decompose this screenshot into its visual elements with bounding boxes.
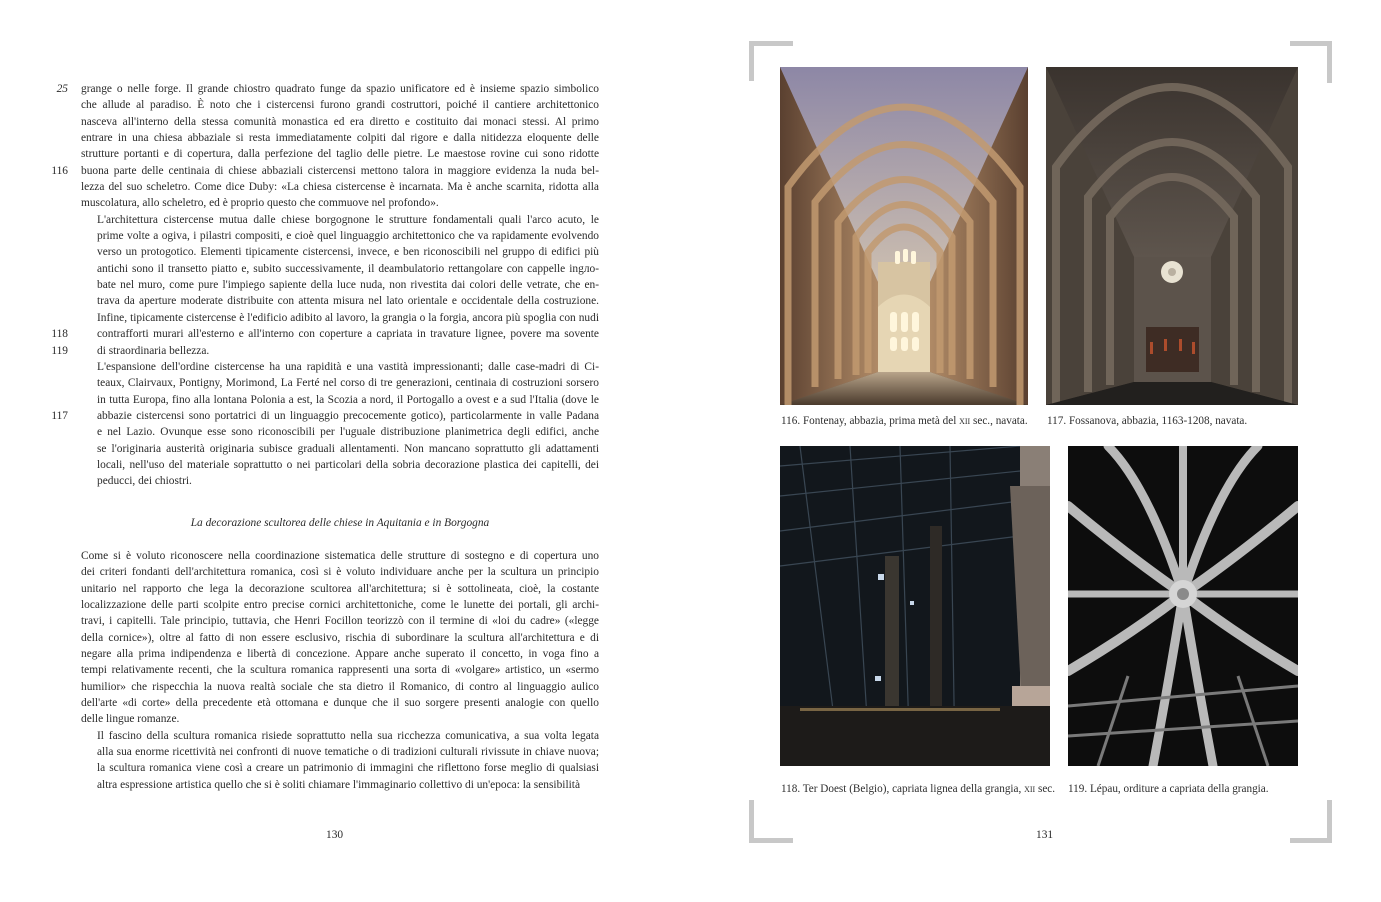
text-line: la scultura romanica viene così a creare un patrimonio di immagini che riflettono forse meglio di qualsiasi xyxy=(97,762,599,775)
photo-ter-doest-grange xyxy=(780,446,1050,766)
text-line: teaux, Clairvaux, Pontigny, Morimond, La Ferté nel corso di tre generazioni, centinaia di costruzioni sorsero xyxy=(97,377,599,390)
photo-fontenay-nave xyxy=(780,67,1028,405)
text-line: unitario nel rapporto che lega la decorazione scultorea all'architettura; si è sottolineata, cioè, la costante xyxy=(81,582,599,595)
text-line: L'architettura cistercense mutua dalle chiese borgognone le strutture fondamentali quali l'arco acuto, le xyxy=(97,213,599,226)
page-number-left: 130 xyxy=(326,829,344,841)
caption-117: 117. Fossanova, abbazia, 1163-1208, navata. xyxy=(1047,415,1248,427)
paragraph-1 xyxy=(81,81,599,212)
text-line: se l'originaria austerità originaria subisce graduali allentamenti. Non mancano soprattutto gli adattamenti xyxy=(97,442,599,455)
text-line: humilior» che rispecchia la nuova realtà sociale che sta dietro il Romanico, di contro al linguaggio aulico xyxy=(81,680,599,693)
paragraph-5 xyxy=(81,728,599,793)
text-line: muscolatura, allo scheletro, ed è proprio questo che commuove nel profondo». xyxy=(81,197,439,210)
text-line: travi, i capitelli. Tale principio, tuttavia, che Henri Focillon teorizzò con il termine di «loi du cadre» («legge xyxy=(81,615,599,628)
text-line: locali, nell'uso del materiale soprattutto o nei particolari della sobria decorazione plastica dei capitelli, dei xyxy=(97,458,599,471)
text-line: di straordinaria bellezza. xyxy=(97,344,210,357)
text-line: delle lingue romanze. xyxy=(81,713,180,726)
left-page xyxy=(0,0,690,902)
page-number-right: 131 xyxy=(1036,829,1054,841)
text-line: strutture portanti e di copertura, dalla perfezione del taglio delle pietre. Le maestose rovine cui sono ridotte xyxy=(81,148,599,161)
body-text-upper xyxy=(81,81,599,490)
text-line: verso un protogotico. Elementi tipicamente cistercensi, invece, e ben riconoscibili nel gruppo di edifici più xyxy=(97,246,599,259)
text-line: trava da aperture moderate distribuite con attenta misura nel lato orientale e occidentale della costruzione. xyxy=(97,295,599,308)
right-page xyxy=(690,0,1381,902)
text-line: bate nel muro, come pure l'impiego sapiente della luce nuda, non rivestita dai colori delle vetrate, che en- xyxy=(97,279,599,292)
text-line: Come si è voluto riconoscere nella coordinazione sistematica delle strutture di sostegno e di copertura uno xyxy=(81,550,599,562)
text-line: dei criteri fondanti dell'architettura romanica, così si è voluto individuare anche per la scultura un principio xyxy=(81,566,599,579)
margin-figure-ref: 117 xyxy=(51,410,68,422)
paragraph-4 xyxy=(81,548,599,728)
text-line: della cornice»), oltre al fatto di non essere esclusivo, rischia di subordinare la scultura all'architettura e di xyxy=(81,631,599,644)
text-line: localizzazione delle parti scolpite entro precise cornici architettoniche, come le lunette dei portali, gli archi- xyxy=(81,599,599,612)
caption-118: 118. Ter Doest (Belgio), capriata lignea della grangia, xii sec. xyxy=(781,783,1056,795)
text-line: abbazie cistercensi sono portatrici di un linguaggio precocemente gotico), particolarmente in valle Padana xyxy=(97,409,599,422)
paragraph-3 xyxy=(81,359,599,490)
text-line: e nel Lazio. Ovunque esse sono riconoscibili per l'uguale distribuzione planimetrica degli edifici, anche xyxy=(97,426,599,439)
text-line: dell'arte «di corte» della precedente età ottomana e dunque che il suo sorgere presenti analogie con quello xyxy=(81,697,599,710)
paragraph-2 xyxy=(81,212,599,359)
section-title: La decorazione scultorea delle chiese in Aquitania e in Borgogna xyxy=(190,517,490,529)
text-line: prime volte a ogiva, i pilastri compositi, e cioè quel linguaggio architettonico che va rapidamente evolvendo xyxy=(97,230,599,243)
text-line: nasceva all'interno della stessa comunità monastica ed era diretto e costituito dai monaci stessi. Al primo xyxy=(81,115,599,128)
caption-119: 119. Lépau, orditure a capriata della grangia. xyxy=(1068,783,1269,795)
margin-figure-ref: 25 xyxy=(56,83,68,95)
margin-figure-ref: 116 xyxy=(51,164,68,177)
photo-fossanova-nave xyxy=(1046,67,1298,405)
text-line: tempi relativamente recenti, che la scultura romanica rappresenti una sorta di «volgare» artistico, un «sermo xyxy=(81,664,599,677)
text-line: antichi sono il transetto piatto e, subito successivamente, il deambulatorio rettangolare con cappelle ingло- xyxy=(97,262,599,275)
text-line: altra espressione artistica quello che si è soliti chiamare l'immaginario collettivo di un'epoca: la sensibilità xyxy=(97,778,580,791)
text-line: alla sua enorme ricettività nei confronti di nuove tematiche o di tradizioni culturali rivissute in chiave nuova; xyxy=(97,746,599,759)
text-line: buona parte delle centinaia di chiese abbaziali cistercensi mettono talora in maggiore evidenza la nuda bel- xyxy=(81,164,599,177)
text-line: L'espansione dell'ordine cistercense ha una rapidità e una vastità impressionanti; dalle case-madri di Ci- xyxy=(97,360,599,373)
text-line: entrare in una chiesa abbaziale si resta immediatamente colpiti dal rigore e dalla nitidezza eloquente delle xyxy=(81,132,599,145)
body-text-lower xyxy=(81,548,599,793)
text-line: Infine, tipicamente cistercense è l'edificio adibito al lavoro, la grangia o la forgia, ancora più spoglia con nudi xyxy=(97,311,599,324)
photo-lepau-grange xyxy=(1068,446,1298,766)
text-line: contrafforti murari all'esterno e all'interno con coperture a capriata in travature lignee, povere ma sovente xyxy=(97,328,599,341)
text-line: peducci, dei chiostri. xyxy=(97,475,192,488)
caption-116: 116. Fontenay, abbazia, prima metà del xii sec., navata. xyxy=(781,415,1028,427)
margin-figure-ref: 119 xyxy=(51,344,68,357)
text-line: lezza del suo scheletro. Come dice Duby: «La chiesa cistercense è incarnata. Ma è anche scarnita, ridotta alla xyxy=(81,181,599,194)
text-line: in tutta Europa, fino alla lontana Polonia a est, la Scozia a nord, il Portogallo a ovest e a sud l'Italia (dove le xyxy=(97,393,599,406)
text-line: Il fascino della scultura romanica risiede soprattutto nella sua ricchezza comunicativa, a sua volta legata xyxy=(97,729,599,742)
margin-figure-ref: 118 xyxy=(51,328,68,341)
text-line: che allude al paradiso. È noto che i cistercensi furono grandi costruttori, poiché il cantiere architettonico xyxy=(81,99,599,112)
text-line: negare alla prima indipendenza e libertà di concezione. Appare anche superato il concetto, in voga fino a xyxy=(81,648,599,661)
text-line: grange o nelle forge. Il grande chiostro quadrato funge da spazio unificatore ed è insieme spazio simbolico xyxy=(81,83,599,95)
